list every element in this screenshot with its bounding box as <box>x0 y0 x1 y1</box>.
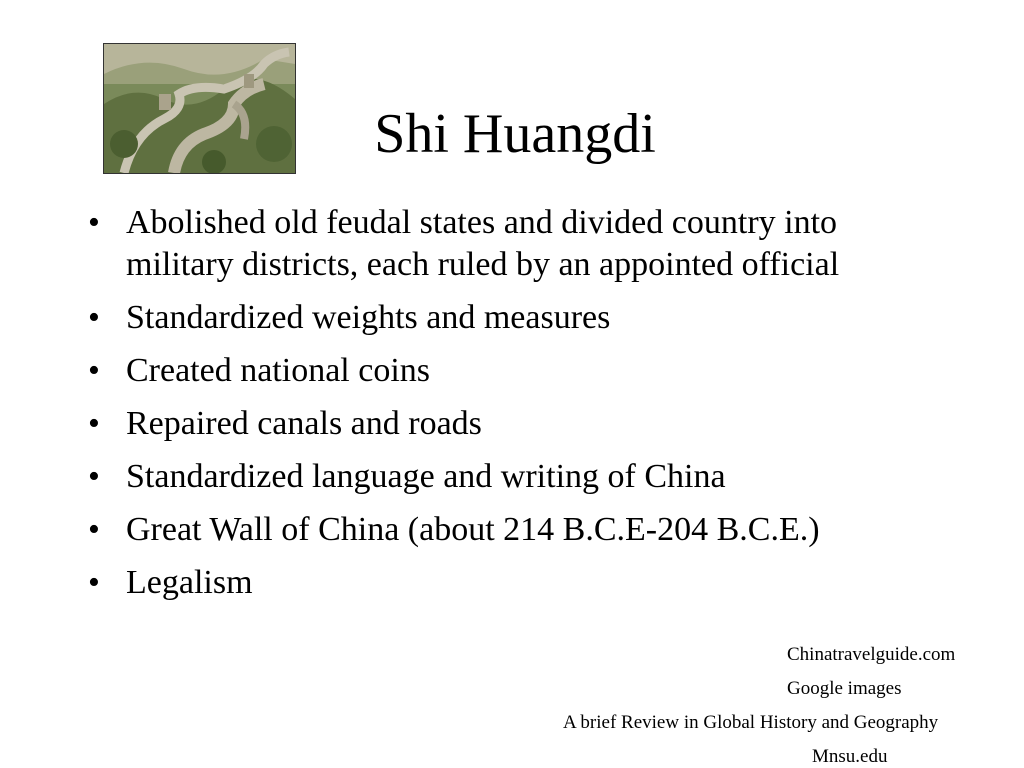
bullet-item <box>88 202 918 286</box>
bullet-text: Repaired canals and roads <box>126 405 482 442</box>
bullet-item <box>88 403 918 445</box>
bullet-dot-icon: • <box>88 458 100 495</box>
bullet-dot-icon: • <box>88 204 100 241</box>
slide-title: Shi Huangdi <box>374 103 656 165</box>
great-wall-image <box>104 44 295 173</box>
bullet-item <box>88 562 918 604</box>
bullet-list <box>88 202 918 615</box>
great-wall-photo <box>103 43 296 174</box>
bullet-text: Standardized language and writing of China <box>126 458 726 495</box>
credit-line: Google images <box>787 678 902 699</box>
bullet-text: Legalism <box>126 564 253 601</box>
credit-line: Chinatravelguide.com <box>787 644 956 665</box>
bullet-dot-icon: • <box>88 352 100 389</box>
bullet-dot-icon: • <box>88 405 100 442</box>
source-credits <box>540 638 1024 768</box>
bullet-item <box>88 456 918 498</box>
bullet-text: Abolished old feudal states and divided country into military districts, each ruled by an appointed official <box>126 204 840 283</box>
bullet-item <box>88 350 918 392</box>
bullet-text: Standardized weights and measures <box>126 299 611 336</box>
credit-line: A brief Review in Global History and Geography <box>563 712 939 733</box>
bullet-text: Great Wall of China (about 214 B.C.E-204 B.C.E.) <box>126 511 820 548</box>
bullet-dot-icon: • <box>88 511 100 548</box>
bullet-dot-icon: • <box>88 564 100 601</box>
credit-line: Mnsu.edu <box>812 746 888 767</box>
bullet-text: Created national coins <box>126 352 431 389</box>
bullet-item <box>88 297 918 339</box>
bullet-dot-icon: • <box>88 299 100 336</box>
bullet-item <box>88 509 918 551</box>
